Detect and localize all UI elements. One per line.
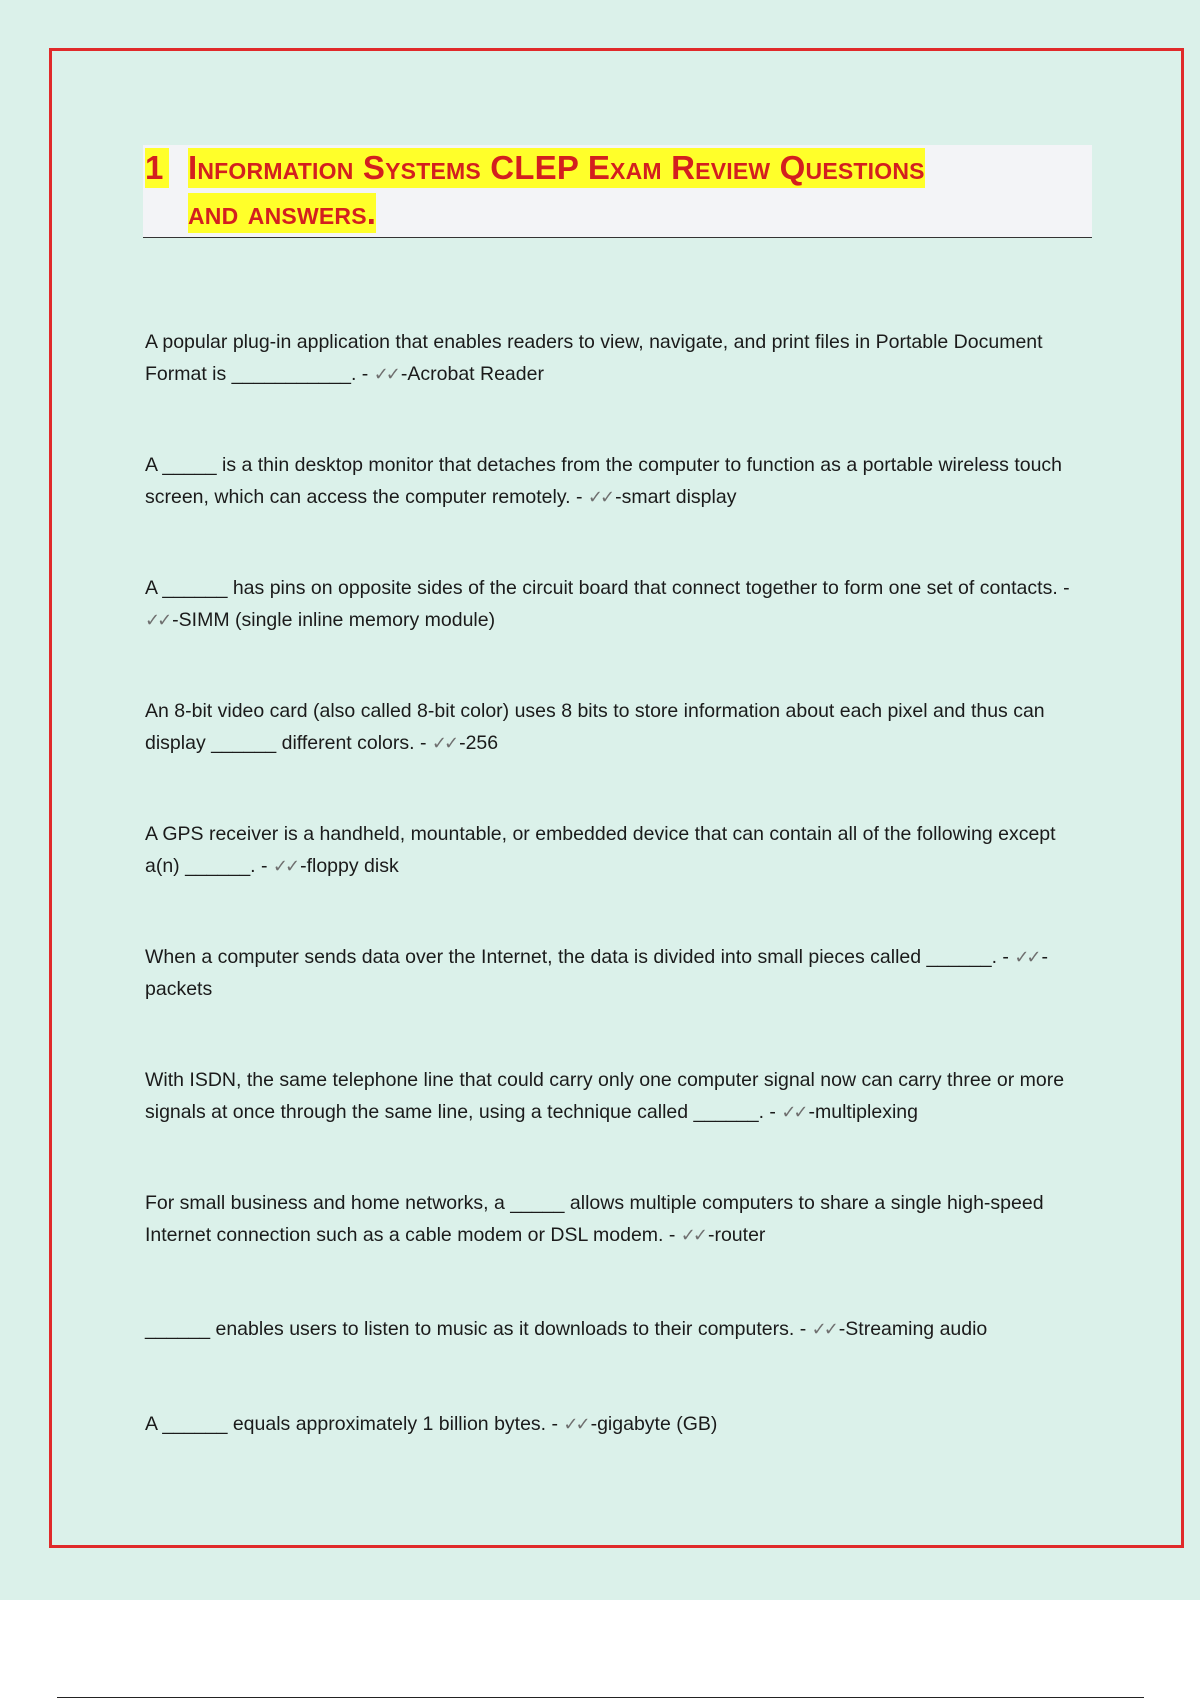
question-text: An 8-bit video card (also called 8-bit color) uses 8 bits to store information about each pixel and thus can display ______ different colors. -	[145, 700, 1045, 754]
document-heading	[143, 145, 1092, 238]
page-footer-rule	[57, 1697, 1144, 1698]
answer-text: -Streaming audio	[838, 1318, 988, 1340]
question-text: A ______ has pins on opposite sides of the circuit board that connect together to form one set of contacts. -	[145, 577, 1070, 599]
answer-text: -256	[459, 732, 499, 754]
question-text: A _____ is a thin desktop monitor that detaches from the computer to function as a portable wireless touch screen, which can access the computer remotely. -	[145, 454, 1063, 508]
qa-item	[145, 695, 1095, 759]
heading-number: 1	[145, 148, 169, 188]
double-check-icon: ✓✓	[373, 364, 398, 384]
qa-item	[145, 818, 1095, 882]
heading-title-line-1: Information Systems CLEP Exam Review Questions	[188, 149, 925, 186]
double-check-icon: ✓✓	[680, 1225, 705, 1245]
double-check-icon: ✓✓	[145, 610, 170, 630]
question-text: For small business and home networks, a _____ allows multiple computers to share a single high-speed Internet connection such as a cable modem or DSL modem. -	[145, 1192, 1044, 1246]
qa-item	[145, 326, 1095, 390]
question-text: A ______ equals approximately 1 billion bytes. -	[145, 1413, 564, 1435]
double-check-icon: ✓✓	[1014, 947, 1039, 967]
double-check-icon: ✓✓	[563, 1414, 588, 1434]
answer-text: -floppy disk	[300, 855, 399, 877]
question-text: When a computer sends data over the Internet, the data is divided into small pieces called ______. -	[145, 946, 1015, 968]
qa-item	[145, 941, 1095, 1005]
double-check-icon: ✓✓	[587, 487, 613, 507]
answer-text: -multiplexing	[808, 1101, 918, 1123]
answer-text: -Acrobat Reader	[400, 363, 544, 385]
answer-text: -SIMM (single inline memory module)	[172, 609, 496, 631]
answer-text: -smart display	[615, 486, 737, 508]
answer-text: -packets	[145, 946, 1049, 1000]
answer-text: -router	[707, 1224, 766, 1246]
heading-title-line-2: and answers.	[188, 194, 377, 231]
question-text: A GPS receiver is a handheld, mountable, or embedded device that can contain all of the following except a(n) ______. -	[145, 823, 1056, 877]
qa-item	[145, 449, 1095, 513]
qa-item	[145, 1313, 1095, 1345]
double-check-icon: ✓✓	[431, 733, 457, 753]
qa-item	[145, 1187, 1095, 1251]
qa-item	[145, 1408, 1095, 1440]
double-check-icon: ✓✓	[781, 1102, 806, 1122]
question-text: With ISDN, the same telephone line that could carry only one computer signal now can carry three or more signals at once through the same line, using a technique called ______. -	[145, 1069, 1065, 1123]
question-text: A popular plug-in application that enables readers to view, navigate, and print files in Portable Document Format is ___________. -	[145, 331, 1043, 385]
qa-item	[145, 1064, 1095, 1128]
answer-text: -gigabyte (GB)	[590, 1413, 718, 1435]
question-text: ______ enables users to listen to music as it downloads to their computers. -	[145, 1318, 812, 1340]
double-check-icon: ✓✓	[811, 1319, 836, 1339]
double-check-icon: ✓✓	[272, 856, 298, 876]
qa-item	[145, 572, 1095, 636]
